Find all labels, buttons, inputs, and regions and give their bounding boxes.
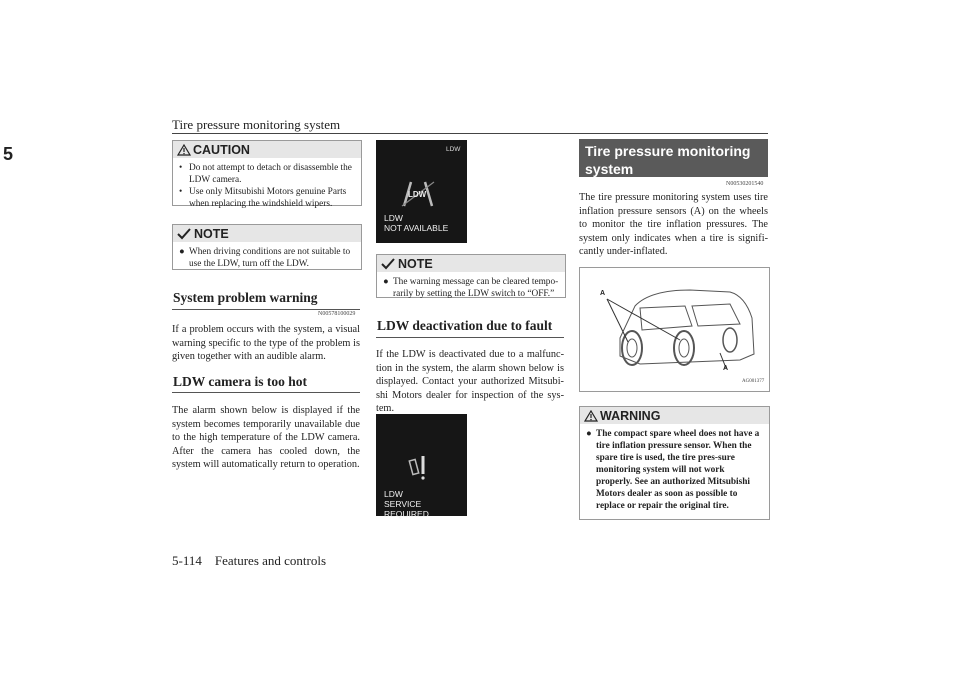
display-line2: SERVICE REQUIRED [384, 499, 429, 519]
ldw-display-service-required [376, 414, 467, 519]
warning-item: ● The compact spare wheel does not have a tire inflation pressure sensor. When the spare tire is used, the tire pres-sure monitoring system will not work properly. See an authorized Mitsubishi Motors dealer as soon as possible to replace or repair the original tire. [586, 429, 760, 511]
ldw-icon-text: LDW [408, 190, 427, 199]
caution-box [172, 140, 362, 209]
page-footer-label: 5-114 Features and controls [172, 553, 327, 568]
section-rule [172, 309, 360, 310]
warning-box [579, 406, 770, 520]
section-title-system-problem: System problem warning [173, 290, 318, 305]
section-paragraph: If a problem occurs with the system, a visual warning specific to the type of the problem is given together with an audible alarm. [172, 324, 360, 362]
figure-code: AG001377 [742, 379, 765, 384]
section-heading-tpms: Tire pressure monitoring system [579, 139, 768, 177]
warning-triangle-icon [584, 410, 598, 422]
section-paragraph: The tire pressure monitoring system uses tire inflation pressure sensors (A) on the wheels to monitor the tire inflation pressures. The system only indicates when a tire is signifi-cantly under-inflated. [579, 192, 768, 257]
note-check-icon [177, 228, 191, 240]
section-rule [376, 337, 564, 338]
display-top-label: LDW [446, 146, 461, 153]
section-title-ldw-deactivation: LDW deactivation due to fault [377, 318, 553, 333]
ldw-warning-icon [408, 454, 442, 480]
note-header [377, 255, 565, 272]
note-check-icon [381, 258, 395, 270]
note-item: ● When driving conditions are not suitable to use the LDW, turn off the LDW. [179, 247, 351, 269]
section-code: N00578100029 [318, 311, 356, 317]
header-rule [172, 133, 768, 134]
caution-item: • Do not attempt to detach or disassemble the LDW camera. [179, 163, 352, 185]
warning-header [580, 407, 769, 424]
vehicle-tire-illustration [580, 268, 769, 391]
label-a-top: A [600, 290, 606, 297]
section-paragraph: The alarm shown below is displayed if the system becomes temporarily unavailable due to the high temperature of the LDW camera. After the camera has cooled down, the system will automatically return to operation. [172, 405, 360, 470]
display-line1: LDW [384, 213, 403, 223]
tire-sensor-figure [579, 267, 770, 392]
caution-header [173, 141, 361, 158]
note-header [173, 225, 361, 242]
note-label: NOTE [194, 226, 229, 241]
section-code: N00530201540 [726, 181, 764, 187]
note-box [172, 224, 362, 270]
caution-item: • Use only Mitsubishi Motors genuine Parts when replacing the windshield wipers. [179, 187, 347, 209]
note-box-2 [376, 254, 566, 298]
running-header-title: Tire pressure monitoring system [172, 117, 341, 132]
chapter-number: 5 [3, 144, 14, 164]
ldw-display-not-available [376, 140, 467, 243]
caution-triangle-icon [177, 144, 191, 156]
note-label: NOTE [398, 256, 433, 271]
warning-label: WARNING [600, 408, 661, 423]
display-line2: NOT AVAILABLE [384, 223, 449, 233]
section-paragraph: If the LDW is deactivated due to a malfunc-tion in the system, the alarm shown below is displayed. Contact your authorized Mitsubi-shi Motors dealer for inspection of the sys-tem. [376, 349, 564, 414]
note-item: ● The warning message can be cleared tempo-rarily by setting the LDW switch to “OFF.” [383, 277, 559, 299]
section-title-camera-hot: LDW camera is too hot [173, 374, 307, 389]
section-rule [172, 392, 360, 393]
caution-label: CAUTION [193, 142, 250, 157]
label-a-bottom: A [723, 365, 729, 372]
display-line1: LDW [384, 489, 403, 499]
